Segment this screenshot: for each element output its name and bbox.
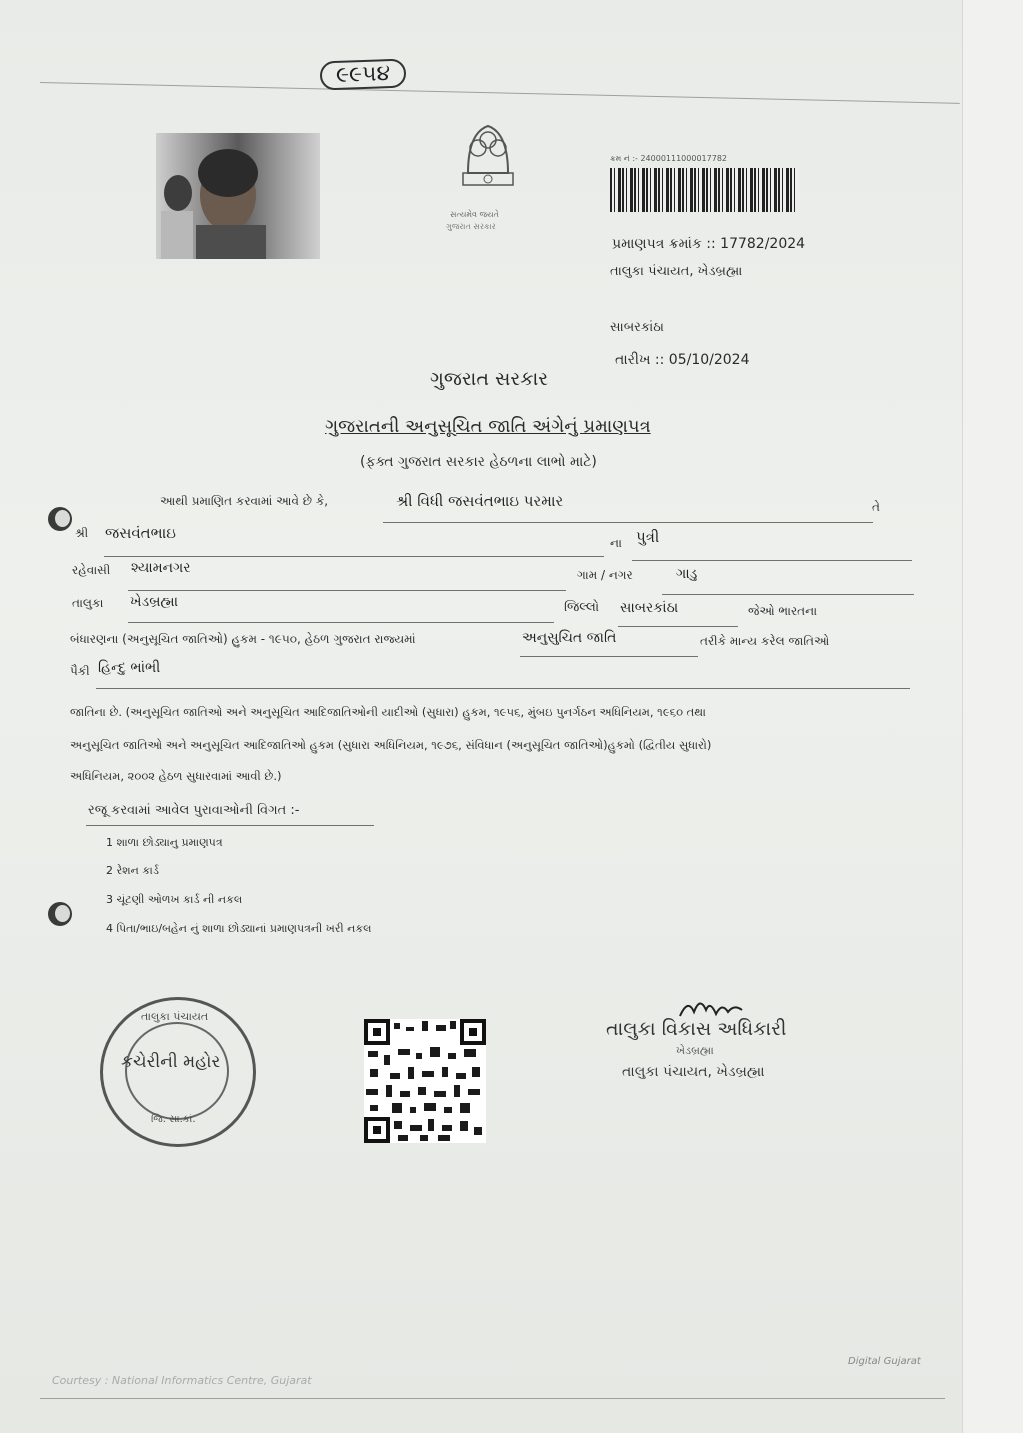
recognized-text: તરીકે માન્ય કરેલ જાતિઓ: [700, 634, 830, 648]
father-name: જસવંતભાઇ: [105, 524, 176, 542]
barcode-number: ક્રમ નં :- 24000111000017782: [610, 154, 727, 163]
heading-government: ગુજરાત સરકાર: [430, 368, 549, 390]
qr-code: [364, 1019, 486, 1143]
officer-stamp: ખેડબ્રહ્મા: [676, 1044, 714, 1057]
resident-place: શ્યામનગર: [131, 560, 191, 576]
underline: [632, 560, 912, 561]
footer-brand: Digital Gujarat: [848, 1356, 921, 1367]
underline: [96, 688, 910, 689]
father-prefix: શ્રી: [75, 526, 89, 540]
underline: [104, 556, 604, 557]
evidence-heading: રજૂ કરવામાં આવેલ પુરાવાઓની વિગત :-: [88, 803, 300, 818]
taluka-label: તાલુકા: [72, 596, 104, 610]
national-emblem-icon: [448, 118, 528, 212]
officer-office: તાલુકા પંચાયત, ખેડબ્રહ્મા: [622, 1064, 765, 1080]
certificate-number: પ્રમાણપત્ર ક્રમાંક :: 17782/2024: [612, 236, 806, 252]
seal-ring-text: તાલુકા પંચાયત: [141, 1010, 209, 1023]
issuing-district: સાબરકાંઠા: [610, 320, 664, 335]
underline: [618, 626, 738, 627]
underlying-sheet: [962, 0, 1023, 1433]
te-label: તે: [872, 500, 880, 514]
emblem-caption: સત્યમેવ જયતે: [450, 210, 499, 219]
certification-intro: આથી પ્રમાણિત કરવામાં આવે છે કે,: [160, 494, 329, 508]
applicant-photo: [156, 133, 320, 259]
footer-courtesy: Courtesy : National Informatics Centre, Gujarat: [52, 1374, 312, 1387]
barcode: [610, 168, 798, 212]
underline: [128, 590, 566, 591]
legal-paragraph-line-1: જાતિના છે. (અનુસૂચિત જાતિઓ અને અનુસૂચિત આદિજાતિઓની યાદીઓ (સુધારા) હુકમ, ૧૯૫૬, મુંબઇ પુનર્ગઠન અધિનિયમ, ૧૯૬૦ તથા: [70, 705, 706, 719]
emblem-caption-2: ગુજરાત સરકાર: [446, 222, 496, 231]
country-tail: જેઓ ભારતના: [748, 604, 818, 618]
evidence-item: 4 પિતા/ભાઇ/બહેન નું શાળા છોડ્યાનાં પ્રમાણપત્રની ખરી નકલ: [106, 922, 372, 935]
binder-hole: [48, 902, 72, 926]
caste: હિન્દુ ભાંભી: [98, 660, 161, 676]
order-text: બંધારણના (અનુસૂચિત જાતિઓ) હુકમ - ૧૯૫૦, હેઠળ ગુજરાત રાજ્યમાં: [70, 632, 416, 646]
underline: [662, 594, 914, 595]
page-edge-bottom: [40, 1398, 945, 1399]
category: અનુસુચિત જાતિ: [522, 630, 617, 646]
office-seal: [100, 997, 256, 1147]
village-label: ગામ / નગર: [577, 568, 633, 582]
underline: [520, 656, 698, 657]
village: ગાડુ: [676, 566, 698, 582]
district: સાબરકાંઠા: [620, 600, 679, 616]
seal-text: કચેરીની મહોર: [121, 1052, 221, 1072]
evidence-item: 2 રેશન કાર્ડ: [106, 864, 159, 877]
resident-label: રહેવાસી: [72, 563, 111, 577]
evidence-item: 1 શાળા છોડ્યાનુ પ્રમાણપત્ર: [106, 836, 223, 849]
underline: [86, 825, 374, 826]
district-label: જિલ્લો: [564, 600, 600, 615]
relation: પુત્રી: [636, 528, 660, 546]
officer-title: તાલુકા વિકાસ અધિકારી: [606, 1018, 787, 1040]
taluka: ખેડબ્રહ્મા: [130, 594, 179, 610]
heading-subtitle: (ફક્ત ગુજરાત સરકાર હેઠળના લાભો માટે): [360, 454, 597, 470]
holder-name: શ્રી વિધી જસવંતભાઇ પરમાર: [396, 492, 564, 510]
evidence-item: 3 ચૂંટણી ઓળખ કાર્ડ ની નકલ: [106, 893, 243, 906]
underline: [128, 622, 554, 623]
binder-hole: [48, 507, 72, 531]
seal-bottom-text: જિ. સા.કાં.: [151, 1114, 196, 1125]
issue-date: તારીખ :: 05/10/2024: [615, 352, 750, 368]
underline: [383, 522, 873, 523]
file-mark: ૯૯૫૪: [320, 59, 407, 91]
legal-paragraph-line-3: અધિનિયમ, ૨૦૦૨ હેઠળ સુધારવામાં આવી છે.): [70, 769, 282, 783]
issuing-office: તાલુકા પંચાયત, ખેડબ્રહ્મા: [610, 264, 743, 279]
na-label: ના: [610, 536, 622, 550]
caste-prefix: પૈકી: [70, 664, 90, 678]
heading-certificate-title: ગુજરાતની અનુસૂચિત જાતિ અંગેનું પ્રમાણપત્ર: [325, 416, 651, 437]
legal-paragraph-line-2: અનુસૂચિત જાતિઓ અને અનુસૂચિત આદિજાતિઓ હુકમ (સુધારા અધિનિયમ, ૧૯૭૬, સંવિધાન (અનુસૂચિત જાતિઓ)હુકમો (દ્વિતીય સુધારો): [70, 738, 712, 752]
